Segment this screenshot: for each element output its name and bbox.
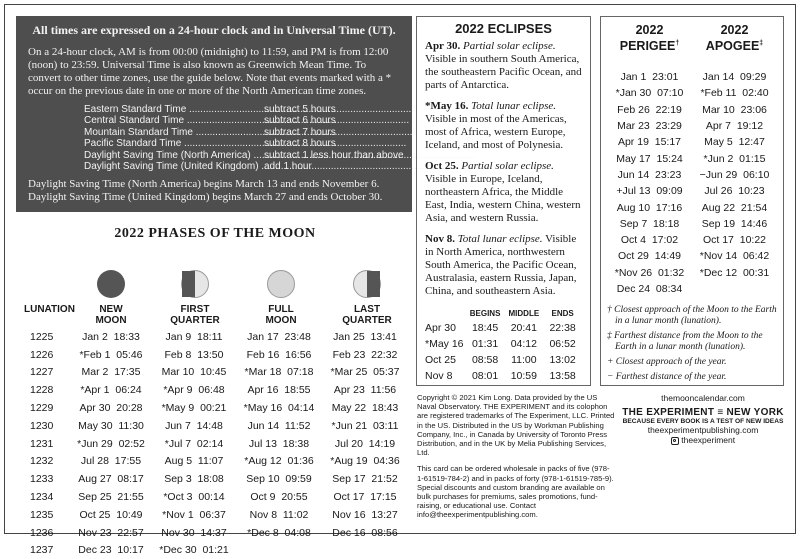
eclipse-visibility: Visible in North America, northwestern South America, the Pacific Ocean, Australasia, eastern Russia, Japan, China, and southeastern Asia. xyxy=(425,233,577,297)
perigee-apogee-table xyxy=(607,69,777,297)
first-quarter-date: Feb 8 13:50 xyxy=(164,348,224,361)
timezone-rule: subtract 5 hours xyxy=(264,104,336,115)
timezone-rule: subtract 1 less hour than above xyxy=(264,149,404,161)
eclipse-row-date: Oct 25 xyxy=(425,354,456,366)
phase-label-first-quarter: FIRST QUARTER xyxy=(170,304,220,326)
eclipse-type: Total lunar eclipse. xyxy=(457,233,543,245)
eclipse-ends: 22:38 xyxy=(549,322,576,334)
perigee-date: Feb 26 22:19 xyxy=(617,103,682,116)
timezone-name: Eastern Standard Time ..... xyxy=(84,104,264,115)
lunation-number: 1232 xyxy=(30,455,54,468)
lunation-row xyxy=(22,381,408,399)
eclipse-begins: 18:45 xyxy=(471,322,499,334)
eclipse-item xyxy=(425,40,582,92)
full-moon-date: *May 16 04:14 xyxy=(243,402,315,415)
dst-note xyxy=(28,178,400,204)
last-quarter-date: Apr 23 11:56 xyxy=(333,384,397,397)
new-moon-date: Jul 28 17:55 xyxy=(80,455,142,468)
perigee-apogee-row xyxy=(607,118,777,134)
new-moon-date: Aug 27 08:17 xyxy=(78,473,144,486)
perigee-apogee-row xyxy=(607,265,777,281)
new-moon-date: Dec 23 10:17 xyxy=(78,544,144,557)
site-link[interactable]: themooncalendar.com xyxy=(661,393,745,403)
full-moon-date: Jun 14 11:52 xyxy=(247,419,311,432)
eclipse-type: Partial solar eclipse. xyxy=(461,160,554,172)
full-moon-date: *Dec 8 04:08 xyxy=(247,526,311,539)
lunation-number: 1226 xyxy=(30,348,54,361)
last-quarter-date: Dec 16 08:56 xyxy=(332,526,398,539)
full-moon-date: Jul 13 18:38 xyxy=(248,437,310,450)
eclipse-row-date: Nov 8 xyxy=(425,370,453,382)
timezone-row xyxy=(84,127,400,138)
eclipse-type: Partial solar eclipse. xyxy=(463,40,556,52)
copyright-text: Copyright © 2021 Kim Long. Data provided by the US Naval Observatory. THE EXPERIMENT and its colophon are registered trademarks of The Experiment, LLC. Printed in the US. Distributed in the US by Workman Publishing Company, Inc., in Canada by University of Toronto Press Distribution, and in the UK by Melia Publishing Services, Ltd. xyxy=(417,393,615,458)
timezone-name: Daylight Saving Time (United Kingdom) ..... xyxy=(84,161,264,172)
lunation-row xyxy=(22,453,408,471)
new-moon-date: May 30 11:30 xyxy=(78,419,144,432)
perigee-date: Dec 24 08:34 xyxy=(616,283,683,295)
last-quarter-date: *Jun 21 03:11 xyxy=(331,419,399,432)
perigee-date: +Jul 13 09:09 xyxy=(616,185,683,198)
perigee-date: Mar 23 23:29 xyxy=(617,120,682,133)
timezone-rule: subtract 8 hours xyxy=(264,138,336,150)
publisher-site-link[interactable]: theexperimentpublishing.com xyxy=(647,425,759,435)
apogee-mark: ‡ xyxy=(759,40,764,47)
apogee-date: Oct 17 10:22 xyxy=(702,234,767,247)
publisher-name: THE EXPERIMENT ≡ NEW YORK xyxy=(622,407,784,418)
lunation-number: 1237 xyxy=(30,544,54,557)
wholesale-text: This card can be ordered wholesale in packs of five (978-1-61519-784-2) and in packs of forty (978-1-61519-785-9). Special discounts and custom branding are available on bulk purchases for premiums, sales promotions, fund-raising, or educational use. Contact info@theexperimentpublishing.com. xyxy=(417,464,614,520)
moon-phase-table xyxy=(22,328,408,559)
full-moon-icon xyxy=(267,270,295,298)
lunation-row xyxy=(22,542,408,559)
last-quarter-date: *Mar 25 05:37 xyxy=(330,366,400,379)
first-quarter-date: *Oct 3 00:14 xyxy=(163,491,225,504)
lunation-row xyxy=(22,399,408,417)
perigee-heading xyxy=(607,23,692,69)
lunation-number: 1235 xyxy=(30,508,54,521)
eclipse-middle: 04:12 xyxy=(510,338,537,350)
first-quarter-date: Mar 10 10:45 xyxy=(161,366,227,379)
eclipse-ends: 13:58 xyxy=(549,370,576,382)
timezone-row xyxy=(84,149,404,161)
perigee-apogee-row xyxy=(607,232,777,248)
apogee-date: *Dec 12 00:31 xyxy=(699,266,770,279)
perigee-date: Aug 10 17:16 xyxy=(616,201,683,214)
eclipses-title: 2022 ECLIPSES xyxy=(455,21,552,36)
lunation-row xyxy=(22,506,408,524)
first-quarter-date: *Apr 9 06:48 xyxy=(163,384,225,397)
lunation-row xyxy=(22,346,408,364)
eclipse-type: Total lunar eclipse. xyxy=(471,100,556,112)
perigee-date: *Jan 30 07:10 xyxy=(615,87,684,100)
new-moon-icon xyxy=(97,270,125,298)
phase-label-last-quarter: LAST QUARTER xyxy=(342,304,392,326)
new-moon-date: Oct 25 10:49 xyxy=(79,508,143,521)
timezone-row xyxy=(84,115,400,126)
new-moon-date: Mar 2 17:35 xyxy=(81,366,141,379)
eclipse-date: Apr 30. xyxy=(425,40,461,52)
eclipse-time-row xyxy=(425,320,582,336)
apogee-date: *Feb 11 02:40 xyxy=(700,87,769,100)
first-quarter-date: *May 9 00:21 xyxy=(161,402,227,415)
perigee-apogee-row xyxy=(607,248,777,264)
full-moon-date: Sep 10 09:59 xyxy=(246,473,312,486)
header-ends: ENDS xyxy=(551,308,574,318)
new-moon-date: Nov 23 22:57 xyxy=(78,526,144,539)
eclipse-ends: 06:52 xyxy=(549,338,576,350)
perigee-apogee-row xyxy=(607,150,777,166)
full-moon-date: Nov 8 11:02 xyxy=(249,508,309,521)
apogee-date: Jul 26 10:23 xyxy=(704,185,765,198)
eclipse-table-header xyxy=(425,306,582,320)
last-quarter-date: *Aug 19 04:36 xyxy=(330,455,400,468)
new-moon-date: Sep 25 21:55 xyxy=(78,491,144,504)
full-moon-date: Feb 16 16:56 xyxy=(246,348,312,361)
moon-phases-header xyxy=(22,246,408,328)
apogee-date: Jan 14 09:29 xyxy=(702,71,767,84)
perigee-apogee-row xyxy=(607,134,777,150)
lunation-number: 1236 xyxy=(30,526,54,539)
perigee-mark: † xyxy=(675,40,680,47)
perigee-apogee-notes xyxy=(607,305,777,383)
lunation-number: 1229 xyxy=(30,402,54,415)
apogee-date: Sep 19 14:46 xyxy=(701,217,768,230)
full-moon-date: Jan 17 23:48 xyxy=(247,330,311,343)
first-quarter-date: *Nov 1 06:37 xyxy=(162,508,226,521)
eclipse-begins: 08:58 xyxy=(471,354,499,366)
last-quarter-date: Nov 16 13:27 xyxy=(332,508,398,521)
perigee-date: Jan 1 23:01 xyxy=(620,71,679,84)
eclipse-row-date: *May 16 xyxy=(425,338,464,350)
phase-label-new: NEW MOON xyxy=(95,304,127,326)
new-moon-date: *Jun 29 02:52 xyxy=(77,437,145,450)
first-quarter-date: Nov 30 14:37 xyxy=(161,526,227,539)
lunation-number: 1227 xyxy=(30,366,54,379)
perigee-apogee-row xyxy=(607,281,777,297)
perigee-apogee-section xyxy=(600,16,784,386)
perigee-apogee-row xyxy=(607,216,777,232)
lunation-number: 1234 xyxy=(30,491,54,504)
last-quarter-date: May 22 18:43 xyxy=(331,402,399,415)
instagram-icon xyxy=(671,437,679,445)
eclipse-middle: 11:00 xyxy=(511,354,537,366)
last-quarter-date: Oct 17 17:15 xyxy=(333,491,397,504)
lunation-row xyxy=(22,364,408,382)
perigee-label: PERIGEE xyxy=(619,39,676,54)
perigee-date: Oct 29 14:49 xyxy=(617,250,682,263)
timezone-rule: subtract 7 hours xyxy=(264,126,336,138)
new-moon-date: Jan 2 18:33 xyxy=(82,330,140,343)
copyright-block xyxy=(417,393,615,527)
full-moon-date: *Aug 12 01:36 xyxy=(244,455,314,468)
dst-north-america: Daylight Saving Time (North America) begins March 13 and ends November 6. xyxy=(28,178,380,191)
eclipse-visibility: Visible in most of the Americas, most of Africa, western Europe, Iceland, and most of Polynesia. xyxy=(425,113,567,151)
new-moon-date: *Feb 1 05:46 xyxy=(79,348,143,361)
perigee-apogee-headings xyxy=(607,21,777,69)
eclipse-item xyxy=(425,233,582,298)
perigee-date: May 17 15:24 xyxy=(616,152,683,165)
perigee-apogee-row xyxy=(607,183,777,199)
eclipse-middle: 20:41 xyxy=(510,322,537,334)
perigee-year: 2022 xyxy=(635,23,664,37)
perigee-apogee-row xyxy=(607,85,777,101)
timezone-name: Pacific Standard Time ..... xyxy=(84,138,264,149)
note-farthest-year: − Farthest distance of the year. xyxy=(607,372,727,383)
moon-phases-title: 2022 PHASES OF THE MOON xyxy=(114,226,316,241)
eclipse-time-row xyxy=(425,336,582,352)
eclipse-time-row xyxy=(425,352,582,368)
apogee-date: *Nov 14 06:42 xyxy=(699,250,770,263)
first-quarter-icon xyxy=(181,270,209,298)
eclipse-date: Nov 8. xyxy=(425,233,455,245)
lunation-row xyxy=(22,488,408,506)
timezone-name: Mountain Standard Time ..... xyxy=(84,127,264,138)
instagram-text: theexperiment xyxy=(681,435,736,445)
eclipse-visibility: Visible in Europe, Iceland, northeastern Africa, the Middle East, India, western China, western Asia, and western Russia. xyxy=(425,173,581,224)
header-begins: BEGINS xyxy=(469,308,501,318)
apogee-date: −Jun 29 06:10 xyxy=(699,168,770,181)
note-closest-year: + Closest approach of the year. xyxy=(607,357,727,368)
apogee-year: 2022 xyxy=(720,23,749,37)
timezone-name: Daylight Saving Time (North America) ..... xyxy=(84,150,264,161)
last-quarter-icon xyxy=(353,270,381,298)
eclipse-middle: 10:59 xyxy=(510,370,537,382)
timezone-rule: subtract 6 hours xyxy=(264,115,336,127)
eclipse-begins: 08:01 xyxy=(471,370,499,382)
full-moon-date: *Mar 18 07:18 xyxy=(244,366,314,379)
eclipse-date: *May 16. xyxy=(425,100,469,112)
lunation-number: 1225 xyxy=(30,330,54,343)
timezone-row xyxy=(84,138,400,149)
apogee-date: *Jun 2 01:15 xyxy=(703,152,766,165)
perigee-apogee-row xyxy=(607,102,777,118)
apogee-label: APOGEE xyxy=(705,39,760,54)
eclipse-times-table xyxy=(425,306,582,384)
new-moon-date: Apr 30 20:28 xyxy=(79,402,143,415)
instagram-handle[interactable] xyxy=(618,435,788,445)
eclipse-visibility: Visible in southern South America, the southeastern Pacific Ocean, and parts of Antarctica. xyxy=(425,53,582,91)
perigee-date: Oct 4 17:02 xyxy=(620,234,679,247)
last-quarter-date: Feb 23 22:32 xyxy=(332,348,398,361)
timezone-row xyxy=(84,104,400,115)
eclipses-section xyxy=(416,16,591,386)
full-moon-date: Oct 9 20:55 xyxy=(250,491,308,504)
time-info-heading: All times are expressed on a 24-hour clock and in Universal Time (UT). xyxy=(32,23,396,37)
perigee-date: *Nov 26 01:32 xyxy=(614,266,685,279)
perigee-apogee-row xyxy=(607,167,777,183)
perigee-apogee-row xyxy=(607,69,777,85)
full-moon-date: Apr 16 18:55 xyxy=(247,384,311,397)
lunation-row xyxy=(22,417,408,435)
lunation-number: 1233 xyxy=(30,473,54,486)
lunation-number: 1231 xyxy=(30,437,54,450)
moon-phases-section xyxy=(22,226,408,559)
eclipse-row-date: Apr 30 xyxy=(425,322,456,334)
last-quarter-date: Sep 17 21:52 xyxy=(332,473,398,486)
note-perigee: † Closest approach of the Moon to the Earth in a lunar month (lunation). xyxy=(607,305,777,327)
first-quarter-date: *Dec 30 01:21 xyxy=(159,544,229,557)
lunation-row xyxy=(22,524,408,542)
apogee-date: May 5 12:47 xyxy=(704,136,765,149)
eclipse-ends: 13:02 xyxy=(549,354,576,366)
timezone-row xyxy=(84,161,400,172)
perigee-apogee-row xyxy=(607,199,777,215)
header-middle: MIDDLE xyxy=(508,308,540,318)
eclipse-begins: 01:31 xyxy=(471,338,499,350)
last-quarter-date: Jan 25 13:41 xyxy=(333,330,397,343)
note-apogee: ‡ Farthest distance from the Moon to the Earth in a lunar month (lunation). xyxy=(607,331,763,353)
perigee-date: Sep 7 18:18 xyxy=(619,217,680,230)
apogee-heading xyxy=(692,23,777,69)
lunation-number: 1228 xyxy=(30,384,54,397)
apogee-date: Mar 10 23:06 xyxy=(702,103,767,116)
apogee-date: Aug 22 21:54 xyxy=(701,201,768,214)
publisher-tagline: BECAUSE EVERY BOOK IS A TEST OF NEW IDEAS xyxy=(622,418,784,425)
first-quarter-date: Sep 3 18:08 xyxy=(164,473,224,486)
last-quarter-date: Jul 20 14:19 xyxy=(334,437,396,450)
lunation-label: LUNATION xyxy=(24,304,75,315)
lunation-row xyxy=(22,435,408,453)
first-quarter-date: Jan 9 18:11 xyxy=(165,330,223,343)
eclipse-date: Oct 25. xyxy=(425,160,459,172)
eclipse-item xyxy=(425,160,582,225)
eclipse-item xyxy=(425,100,582,152)
timezone-rule: add 1 hour xyxy=(264,161,312,173)
timezone-guide xyxy=(84,104,404,173)
timezone-name: Central Standard Time ..... xyxy=(84,115,264,126)
lunation-row xyxy=(22,328,408,346)
dst-uk: Daylight Saving Time (United Kingdom) begins March 27 and ends October 30. xyxy=(28,191,383,204)
phase-label-full: FULL MOON xyxy=(265,304,297,326)
eclipse-time-row xyxy=(425,368,582,384)
perigee-date: Apr 19 15:17 xyxy=(617,136,682,149)
lunation-number: 1230 xyxy=(30,419,54,432)
publisher-block xyxy=(618,393,788,445)
time-info-box xyxy=(16,16,412,212)
first-quarter-date: Jun 7 14:48 xyxy=(165,419,223,432)
first-quarter-date: Aug 5 11:07 xyxy=(164,455,224,468)
new-moon-date: *Apr 1 06:24 xyxy=(80,384,142,397)
first-quarter-date: *Jul 7 02:14 xyxy=(164,437,224,450)
time-info-paragraph: On a 24-hour clock, AM is from 00:00 (midnight) to 11:59, and PM is from 12:00 (noon) to 23:59. Universal Time is also known as Greenwich Mean Time. To convert to other time zones, use the guide below. Note that events marked with a * occur on the previous date in one or more of the North American time zones. xyxy=(28,46,392,97)
apogee-date: Apr 7 19:12 xyxy=(705,120,764,133)
lunation-row xyxy=(22,470,408,488)
perigee-date: Jun 14 23:23 xyxy=(617,168,682,181)
